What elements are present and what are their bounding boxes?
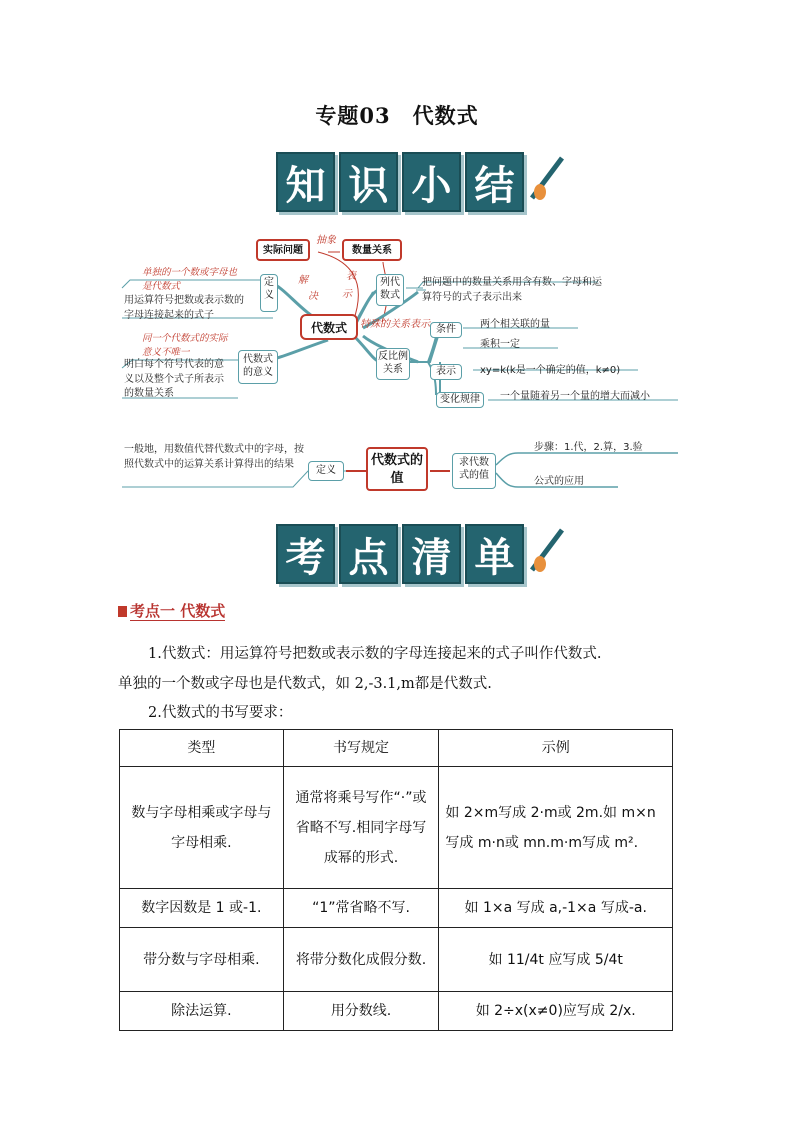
node-center-algebraic-expression: 代数式 xyxy=(300,314,358,340)
banner-tile: 考 xyxy=(276,524,335,584)
table-cell: 除法运算. xyxy=(120,992,284,1031)
banner-knowledge-summary xyxy=(276,152,566,212)
table-cell: 如 2×m写成 2·m或 2m.如 m×n写成 m·n或 mn.m·m写成 m². xyxy=(439,767,673,889)
banner-tile: 点 xyxy=(339,524,398,584)
mindmap-expression-value xyxy=(118,435,698,505)
section-title: 考点一 代数式 xyxy=(130,602,226,620)
label-abstract: 抽象 xyxy=(316,235,336,246)
banner-tile: 知 xyxy=(276,152,335,212)
pencil-icon xyxy=(528,152,566,202)
banner-tile: 清 xyxy=(402,524,461,584)
find-value-application: 公式的应用 xyxy=(534,476,584,487)
table-header-row xyxy=(120,730,673,767)
table-cell: 如 2÷x(x≠0)应写成 2/x. xyxy=(439,992,673,1031)
section-heading xyxy=(118,600,225,621)
table-row xyxy=(120,928,673,992)
node-variation-rule: 变化规律 xyxy=(436,392,484,408)
banner-key-points xyxy=(276,524,566,584)
table-cell: 数与字母相乘或字母与字母相乘. xyxy=(120,767,284,889)
node-center-expression-value: 代数式的值 xyxy=(366,447,428,491)
label-solve-2: 决 xyxy=(308,291,318,302)
page-title: 专题03 代数式 xyxy=(315,103,479,128)
table-cell: 如 11/4t 应写成 5/4t xyxy=(439,928,673,992)
node-condition: 条件 xyxy=(430,322,462,338)
table-cell: 用分数线. xyxy=(283,992,439,1031)
label-special-relation: 特殊的关系表示 xyxy=(360,319,430,330)
table-cell: 通常将乘号写作“·”或省略不写.相同字母写成幂的形式. xyxy=(283,767,439,889)
node-find-value: 求代数式的值 xyxy=(452,453,496,489)
table-cell: 带分数与字母相乘. xyxy=(120,928,284,992)
value-definition-text: 一般地，用数值代替代数式中的字母，按照代数式中的运算关系计算得出的结果 xyxy=(124,444,304,470)
table-row xyxy=(120,992,673,1031)
label-solve-1: 解 xyxy=(298,275,308,286)
table-header-cell: 类型 xyxy=(120,730,284,767)
node-inverse-proportion: 反比例关系 xyxy=(376,348,410,380)
node-write-expression: 列代数式 xyxy=(376,274,404,306)
condition-item-2: 乘积一定 xyxy=(480,339,520,350)
node-meaning: 代数式的意义 xyxy=(238,350,278,384)
label-express-1: 表 xyxy=(346,271,356,282)
banner-tile: 识 xyxy=(339,152,398,212)
node-value-definition: 定义 xyxy=(308,461,344,481)
table-header-cell: 示例 xyxy=(439,730,673,767)
node-representation: 表示 xyxy=(430,364,462,380)
definition-handwritten-note: 单独的一个数或字母也是代数式 xyxy=(142,267,238,292)
table-cell: 如 1×a 写成 a,-1×a 写成-a. xyxy=(439,889,673,928)
label-express-2: 示 xyxy=(342,289,352,300)
table-cell: “1”常省略不写. xyxy=(283,889,439,928)
definition-text: 用运算符号把数或表示数的字母连接起来的式子 xyxy=(124,295,244,321)
meaning-handwritten-note: 同一个代数式的实际意义不唯一 xyxy=(142,333,228,358)
node-definition: 定义 xyxy=(260,274,278,312)
paragraph-definition: 1.代数式：用运算符号把数或表示数的字母连接起来的式子叫作代数式. xyxy=(148,646,602,662)
table-cell: 数字因数是 1 或-1. xyxy=(120,889,284,928)
pencil-icon xyxy=(528,524,566,574)
variation-rule-text: 一个量随着另一个量的增大而减小 xyxy=(500,391,650,402)
writing-rules-table xyxy=(119,729,673,1031)
find-value-steps: 步骤：1.代，2.算，3.验 xyxy=(534,442,643,453)
banner-tile: 结 xyxy=(465,152,524,212)
node-real-problem: 实际问题 xyxy=(256,239,310,261)
table-row xyxy=(120,889,673,928)
paragraph-writing-rules: 2.代数式的书写要求： xyxy=(148,705,293,721)
paragraph-single: 单独的一个数或字母也是代数式，如 2,-3.1,m都是代数式. xyxy=(118,676,492,692)
write-expression-text: 把问题中的数量关系用含有数、字母和运算符号的式子表示出来 xyxy=(422,277,602,303)
node-quantity-relation: 数量关系 xyxy=(342,239,402,261)
table-row xyxy=(120,767,673,889)
table-header-cell: 书写规定 xyxy=(283,730,439,767)
section-marker-icon xyxy=(118,606,127,617)
banner-tile: 单 xyxy=(465,524,524,584)
representation-text: xy=k(k是一个确定的值，k≠0) xyxy=(480,365,621,376)
banner-tile: 小 xyxy=(402,152,461,212)
mindmap-algebraic-expression xyxy=(118,230,698,415)
meaning-text: 明白每个符号代表的意义以及整个式子所表示的数量关系 xyxy=(124,359,224,399)
table-cell: 将带分数化成假分数. xyxy=(283,928,439,992)
condition-item-1: 两个相关联的量 xyxy=(480,319,550,330)
